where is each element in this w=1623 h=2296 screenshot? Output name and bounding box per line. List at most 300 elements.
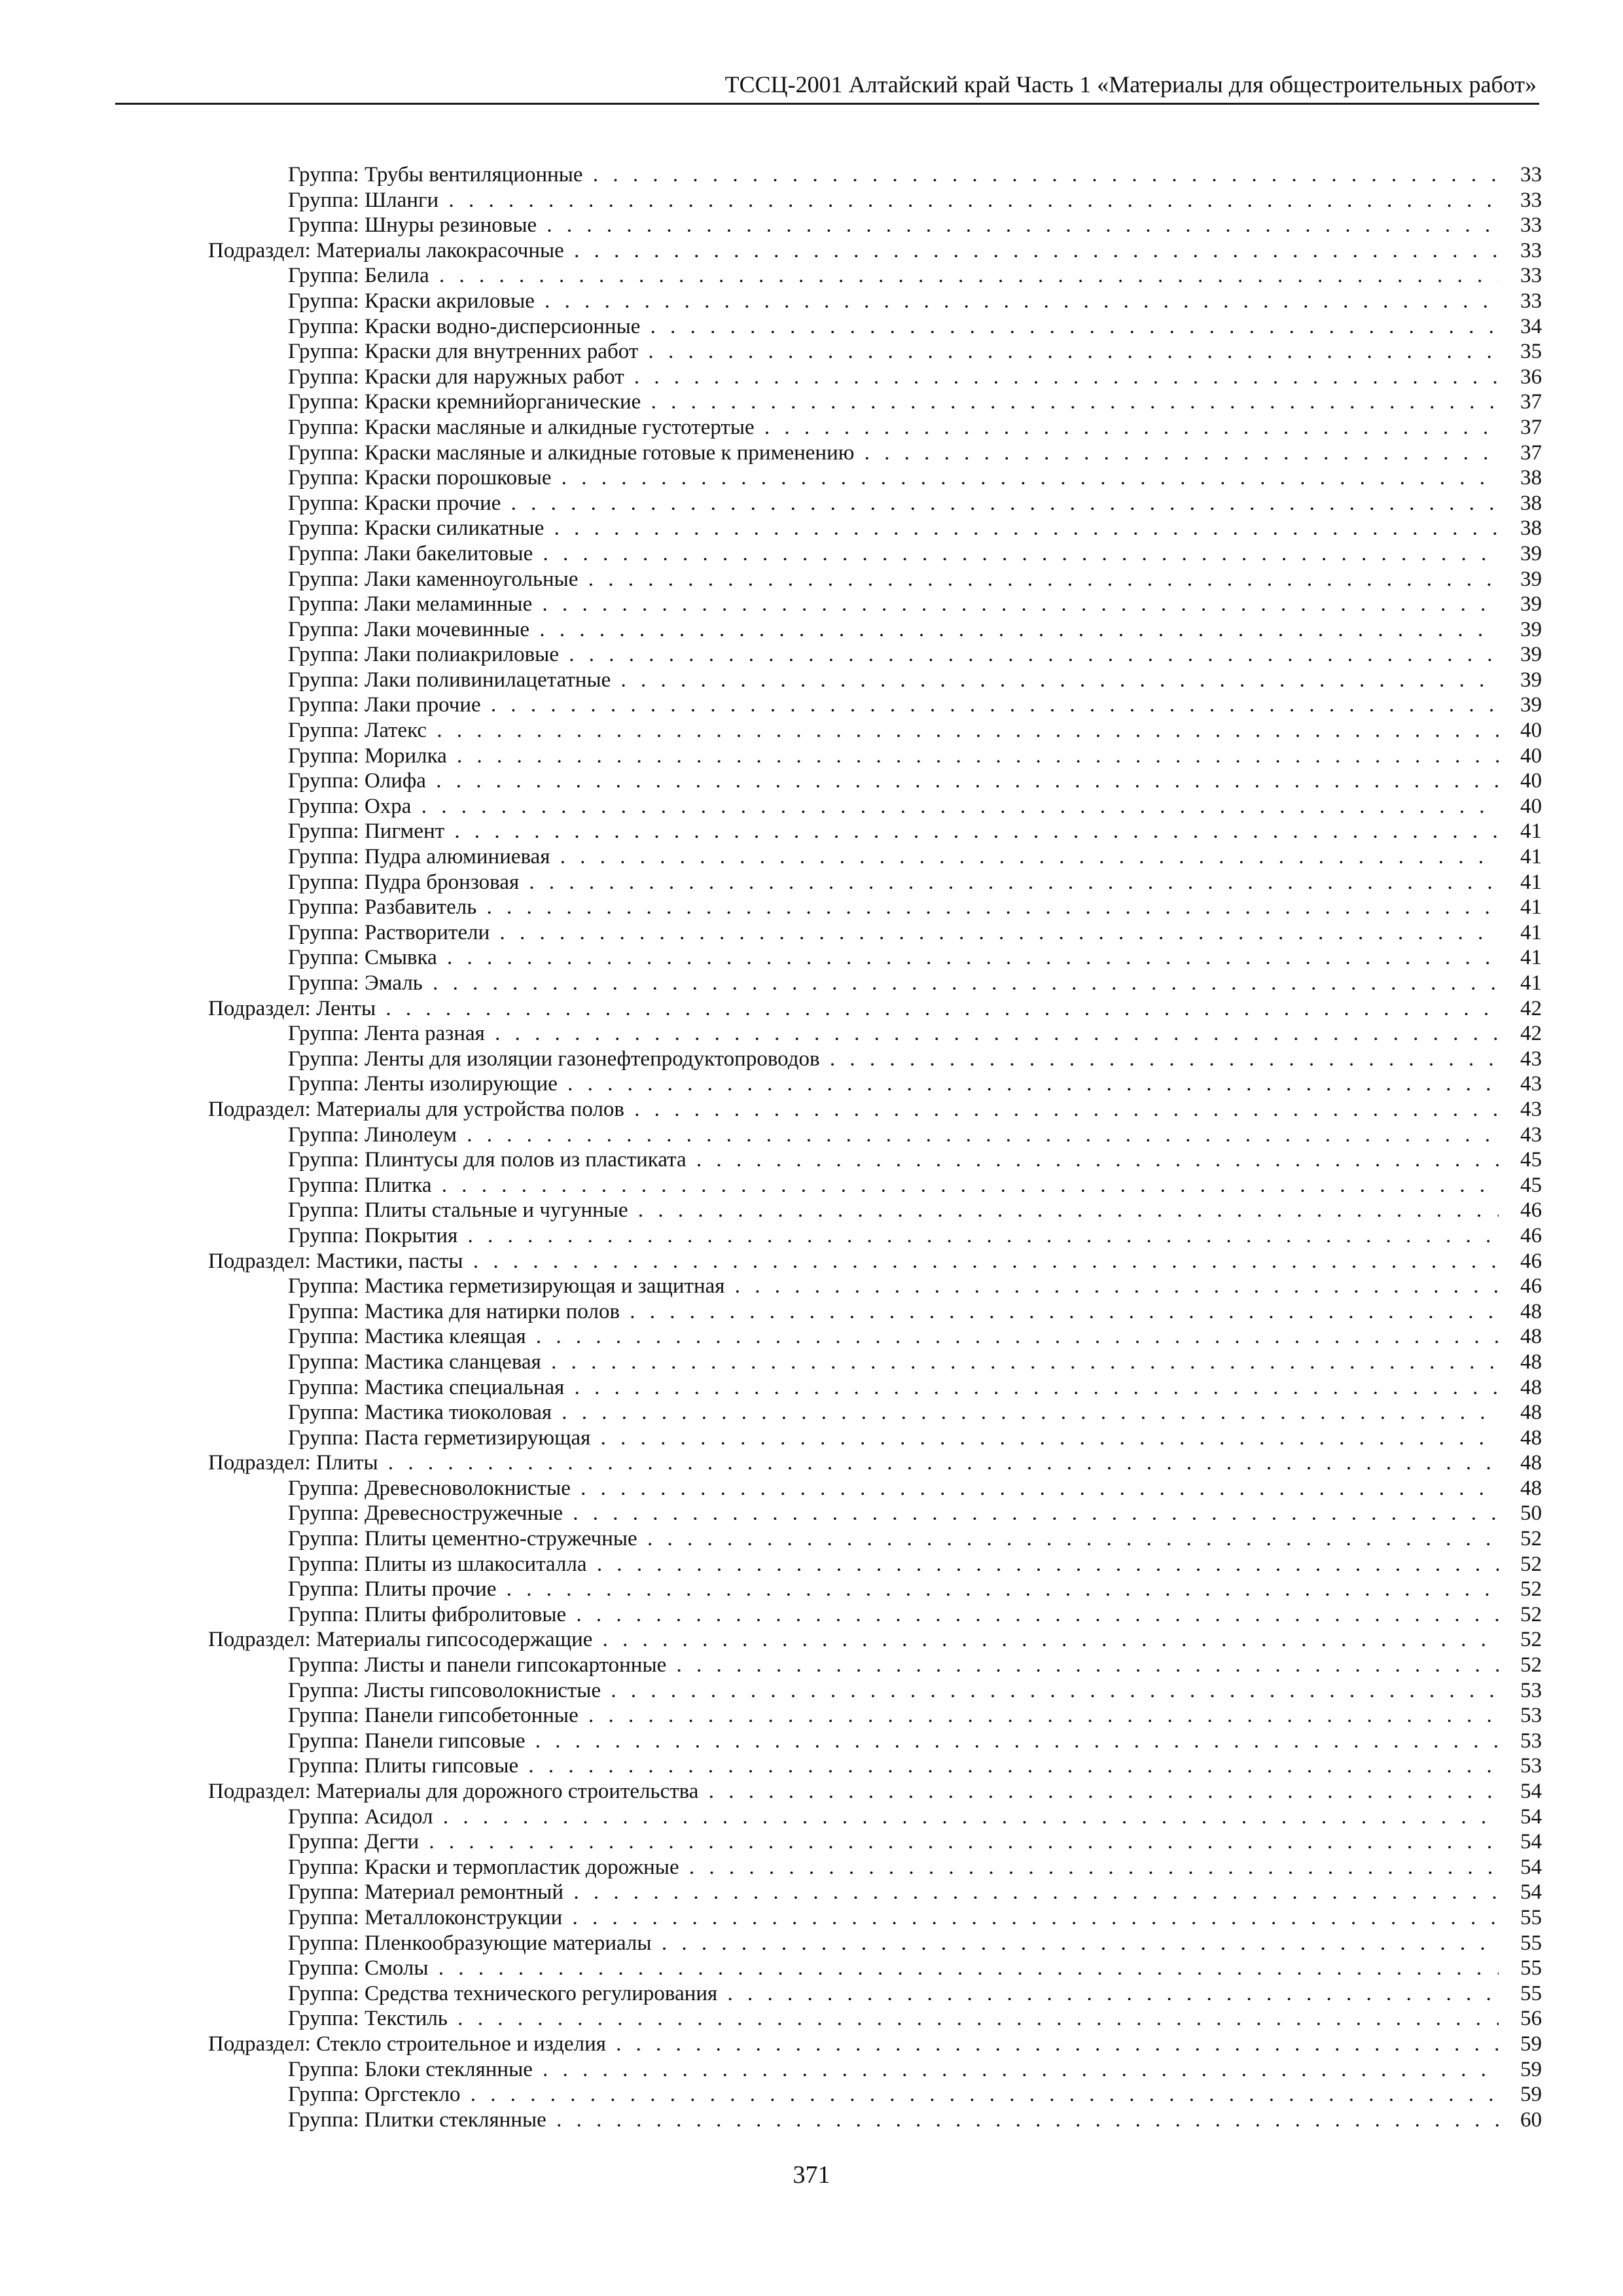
toc-entry bbox=[288, 1602, 1499, 1628]
toc-entry bbox=[288, 1021, 1499, 1047]
toc-group-row bbox=[208, 1905, 1542, 1931]
toc-entry bbox=[288, 895, 1499, 920]
toc-entry bbox=[208, 1627, 1499, 1653]
toc-entry-title: Лаки бакелитовые bbox=[364, 541, 533, 565]
toc-entry bbox=[288, 1753, 1499, 1779]
toc-page-number: 41 bbox=[1520, 920, 1542, 944]
toc-group-row bbox=[208, 794, 1542, 819]
toc-entry bbox=[288, 1324, 1499, 1350]
toc-entry bbox=[288, 339, 1499, 365]
toc-group-row bbox=[208, 314, 1542, 340]
toc-entry bbox=[208, 1779, 1499, 1804]
toc-entry bbox=[288, 642, 1499, 668]
toc-entry-title: Материалы лакокрасочные bbox=[316, 238, 564, 262]
toc-entry bbox=[208, 1450, 1499, 1476]
toc-entry-title: Охра bbox=[364, 794, 412, 818]
toc-entry-title: Мастика сланцевая bbox=[364, 1350, 541, 1374]
toc-entry-prefix: Группа: bbox=[288, 971, 359, 995]
toc-page-number: 46 bbox=[1520, 1249, 1542, 1273]
toc-group-row bbox=[208, 2006, 1542, 2032]
toc-entry bbox=[288, 744, 1499, 769]
toc-entry-title: Ленты изолирующие bbox=[364, 1072, 558, 1096]
toc-entry bbox=[288, 1173, 1499, 1198]
toc-group-row bbox=[208, 1047, 1542, 1072]
toc-entry bbox=[288, 1526, 1499, 1552]
toc-entry-title: Лаки меламинные bbox=[364, 592, 533, 617]
toc-entry-title: Асидол bbox=[364, 1804, 433, 1829]
toc-entry-prefix: Группа: bbox=[288, 719, 359, 743]
toc-group-row bbox=[208, 1931, 1542, 1956]
toc-entry-title: Белила bbox=[364, 264, 429, 288]
toc-subsection-row bbox=[208, 996, 1542, 1022]
toc-group-row bbox=[208, 1122, 1542, 1148]
toc-entry-prefix: Группа: bbox=[288, 592, 359, 617]
toc-entry-title: Мастика тиоколовая bbox=[364, 1401, 552, 1425]
toc-page-number: 41 bbox=[1520, 946, 1542, 970]
toc-entry-title: Пудра алюминиевая bbox=[364, 845, 550, 869]
toc-entry-prefix: Группа: bbox=[288, 2108, 359, 2132]
toc-entry-prefix: Группа: bbox=[288, 1602, 359, 1626]
toc-entry-title: Блоки стеклянные bbox=[364, 2057, 533, 2081]
toc-page-number: 55 bbox=[1520, 1956, 1542, 1981]
toc-page-number: 39 bbox=[1520, 643, 1542, 667]
toc-entry-title: Краски для внутренних работ bbox=[364, 340, 639, 364]
toc-entry-prefix: Группа: bbox=[288, 163, 359, 187]
toc-entry-title: Плиты стальные и чугунные bbox=[364, 1198, 628, 1223]
toc-entry-title: Материал ремонтный bbox=[364, 1880, 564, 1905]
toc-entry bbox=[208, 1097, 1499, 1122]
toc-entry-title: Плитка bbox=[364, 1173, 432, 1197]
toc-group-row bbox=[208, 1299, 1542, 1325]
toc-entry-prefix: Группа: bbox=[288, 1704, 359, 1728]
toc-entry bbox=[288, 2057, 1499, 2083]
toc-entry-prefix: Группа: bbox=[288, 1577, 359, 1602]
toc-entry-prefix: Подраздел: bbox=[208, 1451, 311, 1475]
header-title: ТССЦ-2001 Алтайский край Часть 1 «Материалы для общестроительных работ» bbox=[724, 71, 1537, 98]
toc-entry-title: Краски акриловые bbox=[364, 289, 535, 313]
toc-page-number: 54 bbox=[1520, 1780, 1542, 1803]
toc-entry-title: Плиты bbox=[316, 1451, 378, 1475]
toc-entry-title: Материалы гипсосодержащие bbox=[316, 1628, 593, 1652]
toc-page-number: 43 bbox=[1520, 1072, 1542, 1096]
toc-entry bbox=[288, 567, 1499, 592]
toc-entry-prefix: Группа: bbox=[288, 1375, 359, 1399]
toc-page-number: 55 bbox=[1520, 1981, 1542, 2005]
toc-entry-prefix: Группа: bbox=[288, 440, 359, 465]
toc-group-row bbox=[208, 945, 1542, 971]
toc-page-number: 38 bbox=[1520, 491, 1542, 515]
toc-page-number: 41 bbox=[1520, 870, 1542, 894]
toc-entry-prefix: Группа: bbox=[288, 1855, 359, 1879]
toc-entry-prefix: Подраздел: bbox=[208, 996, 311, 1020]
toc-entry-prefix: Группа: bbox=[288, 2057, 359, 2081]
toc-entry-prefix: Подраздел: bbox=[208, 1097, 311, 1121]
toc-page-number: 53 bbox=[1520, 1729, 1542, 1753]
toc-page-number: 54 bbox=[1520, 1855, 1542, 1879]
toc-page-number: 45 bbox=[1520, 1173, 1542, 1197]
toc-page-number: 52 bbox=[1520, 1628, 1542, 1652]
toc-entry bbox=[288, 314, 1499, 340]
toc-group-row bbox=[208, 491, 1542, 516]
toc-entry bbox=[288, 1678, 1499, 1704]
toc-entry bbox=[208, 238, 1499, 264]
toc-entry-prefix: Группа: bbox=[288, 1401, 359, 1425]
running-header bbox=[115, 64, 1539, 105]
toc-entry bbox=[288, 1653, 1499, 1678]
toc-entry-title: Морилка bbox=[364, 744, 447, 768]
toc-group-row bbox=[208, 1501, 1542, 1526]
toc-entry bbox=[288, 971, 1499, 996]
toc-entry-title: Краски масляные и алкидные густотертые bbox=[364, 415, 755, 439]
toc-entry bbox=[288, 491, 1499, 516]
toc-entry-prefix: Группа: bbox=[288, 2007, 359, 2031]
toc-group-row bbox=[208, 1400, 1542, 1426]
toc-page-number: 52 bbox=[1520, 1527, 1542, 1551]
toc-entry-prefix: Группа: bbox=[288, 365, 359, 389]
toc-entry-title: Плиты цементно-стружечные bbox=[364, 1527, 637, 1551]
toc-entry-prefix: Подраздел: bbox=[208, 1249, 311, 1273]
toc-group-row bbox=[208, 1526, 1542, 1552]
toc-entry-prefix: Подраздел: bbox=[208, 1628, 311, 1652]
toc-entry-title: Плиты гипсовые bbox=[364, 1754, 519, 1778]
toc-entry-prefix: Группа: bbox=[288, 1274, 359, 1299]
toc-page-number: 46 bbox=[1520, 1274, 1542, 1299]
toc-entry-title: Лаки прочие bbox=[364, 693, 481, 717]
toc-entry-title: Листы и панели гипсокартонные bbox=[364, 1653, 667, 1677]
toc-entry-title: Листы гипсоволокнистые bbox=[364, 1678, 601, 1702]
toc-page-number: 39 bbox=[1520, 592, 1542, 617]
toc-page-number: 48 bbox=[1520, 1375, 1542, 1399]
toc-page-number: 46 bbox=[1520, 1223, 1542, 1247]
toc-page-number: 55 bbox=[1520, 1931, 1542, 1955]
toc-entry-prefix: Группа: bbox=[288, 1148, 359, 1172]
toc-entry-prefix: Группа: bbox=[288, 1047, 359, 1071]
toc-entry-title: Краски масляные и алкидные готовые к применению bbox=[364, 440, 855, 465]
toc-group-row bbox=[208, 440, 1542, 466]
toc-group-row bbox=[208, 1602, 1542, 1628]
toc-entry bbox=[288, 1400, 1499, 1426]
toc-group-row bbox=[208, 1350, 1542, 1375]
toc-entry bbox=[288, 945, 1499, 971]
toc-group-row bbox=[208, 718, 1542, 744]
toc-group-row bbox=[208, 971, 1542, 996]
toc-subsection-row bbox=[208, 1779, 1542, 1804]
toc-entry-prefix: Группа: bbox=[288, 516, 359, 541]
toc-page-number: 48 bbox=[1520, 1401, 1542, 1425]
toc-entry-prefix: Группа: bbox=[288, 617, 359, 641]
toc-entry-prefix: Группа: bbox=[288, 1830, 359, 1854]
toc-page-number: 39 bbox=[1520, 541, 1542, 565]
toc-entry bbox=[288, 1047, 1499, 1072]
toc-entry-title: Краски для наружных работ bbox=[364, 365, 624, 389]
toc-entry-prefix: Группа: bbox=[288, 643, 359, 667]
toc-entry-prefix: Группа: bbox=[288, 289, 359, 313]
toc-page-number: 59 bbox=[1520, 2057, 1542, 2081]
toc-entry-prefix: Группа: bbox=[288, 1299, 359, 1323]
toc-group-row bbox=[208, 1274, 1542, 1299]
toc-entry-prefix: Группа: bbox=[288, 1072, 359, 1096]
toc-entry bbox=[288, 1552, 1499, 1577]
toc-entry-title: Краски кремнийорганические bbox=[364, 390, 641, 414]
toc-entry bbox=[288, 1274, 1499, 1299]
toc-entry bbox=[288, 1476, 1499, 1501]
toc-page-number: 43 bbox=[1520, 1047, 1542, 1071]
toc-entry-prefix: Группа: bbox=[288, 895, 359, 920]
table-of-contents bbox=[208, 162, 1542, 2132]
toc-entry-title: Плинтусы для полов из пластиката bbox=[364, 1148, 687, 1172]
toc-group-row bbox=[208, 1021, 1542, 1047]
toc-entry-prefix: Группа: bbox=[288, 845, 359, 869]
toc-subsection-row bbox=[208, 2032, 1542, 2057]
toc-group-row bbox=[208, 668, 1542, 693]
toc-group-row bbox=[208, 1324, 1542, 1350]
toc-entry-prefix: Подраздел: bbox=[208, 238, 311, 262]
toc-page-number: 37 bbox=[1520, 415, 1542, 439]
toc-page-number: 33 bbox=[1520, 188, 1542, 212]
toc-page-number: 48 bbox=[1520, 1426, 1542, 1450]
toc-entry-prefix: Группа: bbox=[288, 1173, 359, 1197]
toc-page-number: 41 bbox=[1520, 971, 1542, 995]
toc-entry-title: Плиты из шлакоситалла bbox=[364, 1552, 587, 1576]
toc-page-number: 55 bbox=[1520, 1905, 1542, 1929]
toc-group-row bbox=[208, 1552, 1542, 1577]
toc-page-number: 33 bbox=[1520, 213, 1542, 238]
toc-entry bbox=[288, 289, 1499, 314]
toc-group-row bbox=[208, 1577, 1542, 1602]
toc-entry-title: Материалы для дорожного строительства bbox=[316, 1780, 699, 1803]
toc-page-number: 42 bbox=[1520, 996, 1542, 1020]
toc-entry-title: Краски водно-дисперсионные bbox=[364, 314, 641, 338]
toc-page-number: 54 bbox=[1520, 1830, 1542, 1854]
toc-entry bbox=[288, 1299, 1499, 1325]
toc-entry bbox=[288, 1223, 1499, 1249]
toc-entry bbox=[288, 592, 1499, 617]
toc-entry-title: Линолеум bbox=[364, 1122, 457, 1147]
toc-group-row bbox=[208, 389, 1542, 415]
toc-page-number: 59 bbox=[1520, 2083, 1542, 2107]
toc-entry-prefix: Группа: bbox=[288, 794, 359, 818]
toc-entry-prefix: Группа: bbox=[288, 213, 359, 238]
toc-entry bbox=[288, 2108, 1499, 2133]
toc-entry-prefix: Группа: bbox=[288, 1223, 359, 1247]
toc-entry-prefix: Группа: bbox=[288, 769, 359, 793]
toc-entry-title: Дегти bbox=[364, 1830, 419, 1854]
toc-entry-title: Ленты bbox=[316, 996, 376, 1020]
toc-entry-title: Ленты для изоляции газонефтепродуктопроводов bbox=[364, 1047, 820, 1071]
toc-page-number: 41 bbox=[1520, 845, 1542, 869]
toc-page-number: 33 bbox=[1520, 264, 1542, 288]
toc-entry bbox=[288, 794, 1499, 819]
toc-entry-title: Лаки поливинилацетатные bbox=[364, 668, 611, 692]
toc-entry-title: Плитки стеклянные bbox=[364, 2108, 546, 2132]
toc-page-number: 48 bbox=[1520, 1476, 1542, 1500]
toc-page-number: 46 bbox=[1520, 1198, 1542, 1223]
toc-entry bbox=[288, 415, 1499, 440]
toc-group-row bbox=[208, 415, 1542, 440]
toc-entry bbox=[288, 1198, 1499, 1223]
toc-entry-prefix: Группа: bbox=[288, 1880, 359, 1905]
toc-group-row bbox=[208, 1375, 1542, 1401]
toc-entry-title: Мастика клеящая bbox=[364, 1325, 526, 1349]
toc-group-row bbox=[208, 895, 1542, 920]
toc-page-number: 38 bbox=[1520, 466, 1542, 490]
toc-entry bbox=[288, 1981, 1499, 2007]
toc-entry-prefix: Группа: bbox=[288, 920, 359, 944]
toc-entry-prefix: Группа: bbox=[288, 819, 359, 844]
toc-entry-title: Растворители bbox=[364, 920, 490, 944]
toc-entry bbox=[288, 1071, 1499, 1097]
toc-entry bbox=[288, 1829, 1499, 1855]
toc-entry-prefix: Подраздел: bbox=[208, 1780, 311, 1803]
toc-entry-title: Древесностружечные bbox=[364, 1501, 563, 1526]
toc-entry-title: Панели гипсобетонные bbox=[364, 1704, 579, 1728]
toc-entry bbox=[288, 516, 1499, 541]
toc-entry-title: Плиты фибролитовые bbox=[364, 1602, 567, 1626]
toc-group-row bbox=[208, 1198, 1542, 1223]
toc-page-number: 48 bbox=[1520, 1299, 1542, 1323]
toc-page-number: 53 bbox=[1520, 1754, 1542, 1778]
toc-entry-prefix: Группа: bbox=[288, 1804, 359, 1829]
toc-entry-prefix: Группа: bbox=[288, 1527, 359, 1551]
toc-group-row bbox=[208, 744, 1542, 769]
toc-group-row bbox=[208, 213, 1542, 238]
toc-entry bbox=[288, 844, 1499, 870]
toc-entry bbox=[288, 819, 1499, 844]
toc-entry-title: Разбавитель bbox=[364, 895, 477, 920]
toc-entry bbox=[208, 2032, 1499, 2057]
toc-group-row bbox=[208, 365, 1542, 390]
toc-entry-prefix: Группа: bbox=[288, 1325, 359, 1349]
toc-entry bbox=[288, 1703, 1499, 1729]
toc-page-number: 60 bbox=[1520, 2108, 1542, 2132]
toc-page-number: 33 bbox=[1520, 238, 1542, 262]
toc-entry-prefix: Группа: bbox=[288, 390, 359, 414]
toc-subsection-row bbox=[208, 1097, 1542, 1122]
toc-group-row bbox=[208, 819, 1542, 844]
toc-entry-title: Краски и термопластик дорожные bbox=[364, 1855, 679, 1879]
toc-page-number: 39 bbox=[1520, 693, 1542, 717]
toc-group-row bbox=[208, 920, 1542, 946]
toc-subsection-row bbox=[208, 238, 1542, 264]
toc-entry-title: Мастика герметизирующая и защитная bbox=[364, 1274, 725, 1299]
toc-entry-prefix: Группа: bbox=[288, 264, 359, 288]
toc-entry-title: Стекло строительное и изделия bbox=[316, 2032, 606, 2056]
toc-entry-title: Трубы вентиляционные bbox=[364, 163, 583, 187]
toc-entry-prefix: Группа: bbox=[288, 466, 359, 490]
toc-group-row bbox=[208, 1653, 1542, 1678]
toc-group-row bbox=[208, 1426, 1542, 1451]
toc-entry-prefix: Группа: bbox=[288, 1653, 359, 1677]
toc-entry-prefix: Группа: bbox=[288, 415, 359, 439]
toc-group-row bbox=[208, 1147, 1542, 1173]
toc-page-number: 52 bbox=[1520, 1602, 1542, 1626]
toc-entry-title: Шланги bbox=[364, 188, 439, 212]
toc-page-number: 37 bbox=[1520, 390, 1542, 414]
toc-entry bbox=[288, 2082, 1499, 2108]
toc-group-row bbox=[208, 541, 1542, 567]
toc-group-row bbox=[208, 1981, 1542, 2007]
toc-group-row bbox=[208, 1476, 1542, 1501]
toc-entry bbox=[288, 365, 1499, 390]
toc-group-row bbox=[208, 1753, 1542, 1779]
toc-entry bbox=[288, 2006, 1499, 2032]
toc-page-number: 40 bbox=[1520, 769, 1542, 793]
toc-group-row bbox=[208, 289, 1542, 314]
toc-entry-title: Лаки полиакриловые bbox=[364, 643, 559, 667]
toc-entry-title: Древесноволокнистые bbox=[364, 1476, 571, 1500]
toc-entry-prefix: Группа: bbox=[288, 693, 359, 717]
toc-group-row bbox=[208, 617, 1542, 643]
toc-page-number: 41 bbox=[1520, 819, 1542, 844]
toc-entry bbox=[288, 768, 1499, 794]
toc-entry bbox=[208, 996, 1499, 1022]
toc-group-row bbox=[208, 1804, 1542, 1830]
toc-page-number: 35 bbox=[1520, 340, 1542, 364]
toc-entry bbox=[288, 440, 1499, 466]
toc-page-number: 40 bbox=[1520, 794, 1542, 818]
toc-entry bbox=[288, 1350, 1499, 1375]
toc-entry-prefix: Группа: bbox=[288, 1905, 359, 1929]
toc-group-row bbox=[208, 1880, 1542, 1905]
toc-entry-title: Покрытия bbox=[364, 1223, 458, 1247]
toc-group-row bbox=[208, 844, 1542, 870]
toc-entry-title: Лента разная bbox=[364, 1022, 485, 1046]
toc-group-row bbox=[208, 162, 1542, 188]
toc-group-row bbox=[208, 1173, 1542, 1198]
toc-entry-title: Мастики, пасты bbox=[316, 1249, 463, 1273]
toc-entry-prefix: Группа: bbox=[288, 1501, 359, 1526]
toc-entry bbox=[288, 1880, 1499, 1905]
toc-entry bbox=[288, 263, 1499, 289]
toc-group-row bbox=[208, 1729, 1542, 1754]
toc-page-number: 48 bbox=[1520, 1350, 1542, 1374]
toc-group-row bbox=[208, 642, 1542, 668]
toc-entry-title: Краски силикатные bbox=[364, 516, 544, 541]
toc-entry bbox=[288, 1426, 1499, 1451]
toc-group-row bbox=[208, 692, 1542, 718]
toc-entry-title: Пленкообразующие материалы bbox=[364, 1931, 652, 1955]
toc-group-row bbox=[208, 1678, 1542, 1704]
toc-entry-title: Пудра бронзовая bbox=[364, 870, 520, 894]
toc-entry-title: Паста герметизирующая bbox=[364, 1426, 591, 1450]
toc-entry bbox=[288, 1122, 1499, 1148]
toc-group-row bbox=[208, 1071, 1542, 1097]
toc-group-row bbox=[208, 263, 1542, 289]
toc-entry-title: Лаки каменноугольные bbox=[364, 567, 579, 591]
toc-entry-title: Материалы для устройства полов bbox=[316, 1097, 624, 1121]
toc-page-number: 45 bbox=[1520, 1148, 1542, 1172]
toc-page-number: 42 bbox=[1520, 1022, 1542, 1046]
toc-entry-prefix: Группа: bbox=[288, 1956, 359, 1981]
toc-group-row bbox=[208, 870, 1542, 895]
toc-group-row bbox=[208, 2082, 1542, 2108]
toc-page-number: 52 bbox=[1520, 1577, 1542, 1602]
toc-entry-title: Шнуры резиновые bbox=[364, 213, 537, 238]
toc-page-number: 52 bbox=[1520, 1653, 1542, 1677]
toc-entry bbox=[288, 718, 1499, 744]
toc-entry bbox=[288, 465, 1499, 491]
toc-entry bbox=[288, 162, 1499, 188]
toc-entry-title: Эмаль bbox=[364, 971, 423, 995]
toc-entry-prefix: Группа: bbox=[288, 340, 359, 364]
toc-entry-title: Пигмент bbox=[364, 819, 445, 844]
toc-page-number: 34 bbox=[1520, 314, 1542, 338]
toc-page-number: 36 bbox=[1520, 365, 1542, 389]
toc-entry bbox=[288, 1147, 1499, 1173]
toc-page-number: 41 bbox=[1520, 895, 1542, 920]
toc-page-number: 43 bbox=[1520, 1122, 1542, 1147]
toc-entry bbox=[288, 1905, 1499, 1931]
